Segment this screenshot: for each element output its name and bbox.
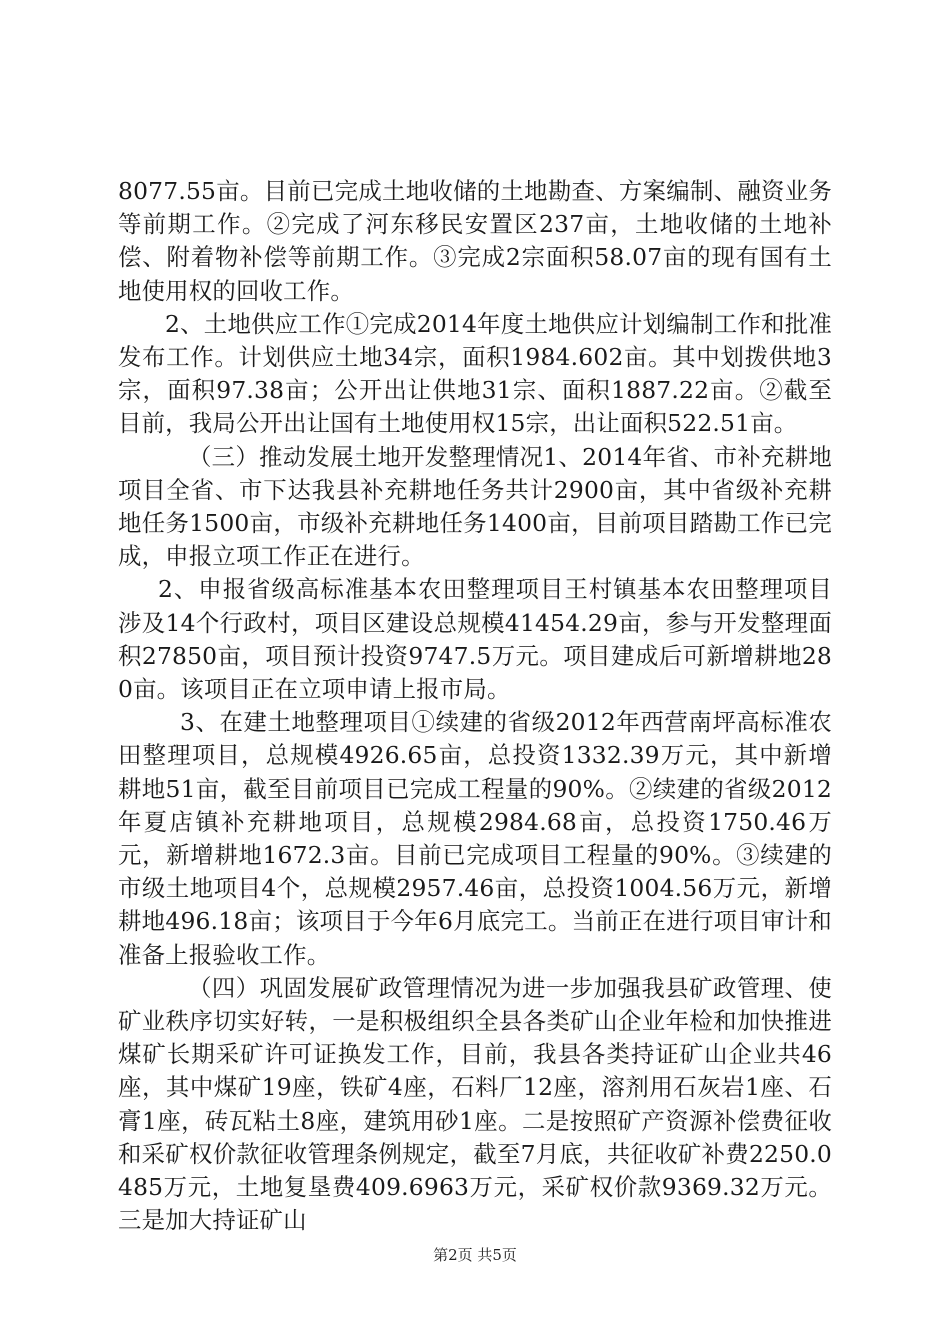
paragraph-ongoing-projects: 3、在建土地整理项目①续建的省级2012年西营南坪高标准农田整理项目，总规模4926.65亩，总投资1332.39万元，其中新增耕地51亩，截至目前项目已完成工程量的90%。②续建的省级2012年夏店镇补充耕地项目，总规模2984.68亩，总投资1750.46万元，新增耕地1672.3亩。目前已完成项目工程量的90%。③续建的市级土地项目4个，总规模2957.46亩，总投资1004.56万元，新增耕地496.18亩；该项目于今年6月底完工。当前正在进行项目审计和准备上报验收工作。 (118, 708, 832, 969)
paragraph-land-development: （三）推动发展土地开发整理情况1、2014年省、市补充耕地项目全省、市下达我县补充耕地任务共计2900亩，其中省级补充耕地任务1500亩，市级补充耕地任务1400亩，目前项目踏勘工作已完成，申报立项工作正在进行。 (118, 442, 832, 571)
paragraph-land-supply: 2、土地供应工作①完成2014年度土地供应计划编制工作和批准发布工作。计划供应土地34宗，面积1984.602亩。其中划拨供地3宗，面积97.38亩；公开出让供地31宗、面积1887.22亩。②截至目前，我局公开出让国有土地使用权15宗，出让面积522.51亩。 (118, 309, 832, 438)
page-number: 第2页 共5页 (433, 1246, 517, 1264)
document-body (118, 175, 832, 1238)
paragraph-land-reserve: 8077.55亩。目前已完成土地收储的土地勘查、方案编制、融资业务等前期工作。②完成了河东移民安置区237亩，土地收储的土地补偿、附着物补偿等前期工作。③完成2宗面积58.07亩的现有国有土地使用权的回收工作。 (118, 177, 832, 305)
paragraph-farmland-project: 2、申报省级高标准基本农田整理项目王村镇基本农田整理项目涉及14个行政村，项目区建设总规模41454.29亩，参与开发整理面积27850亩，项目预计投资9747.5万元。项目建成后可新增耕地280亩。该项目正在立项申请上报市局。 (118, 575, 832, 704)
page-footer (0, 1245, 950, 1265)
paragraph-mining-management: （四）巩固发展矿政管理情况为进一步加强我县矿政管理、使矿业秩序切实好转，一是积极组织全县各类矿山企业年检和加快推进煤矿长期采矿许可证换发工作，目前，我县各类持证矿山企业共46座，其中煤矿19座，铁矿4座，石料厂12座，溶剂用石灰岩1座、石膏1座，砖瓦粘土8座，建筑用砂1座。二是按照矿产资源补偿费征收和采矿权价款征收管理条例规定，截至7月底，共征收矿补费2250.0485万元，土地复垦费409.6963万元，采矿权价款9369.32万元。三是加大持证矿山 (118, 973, 832, 1235)
